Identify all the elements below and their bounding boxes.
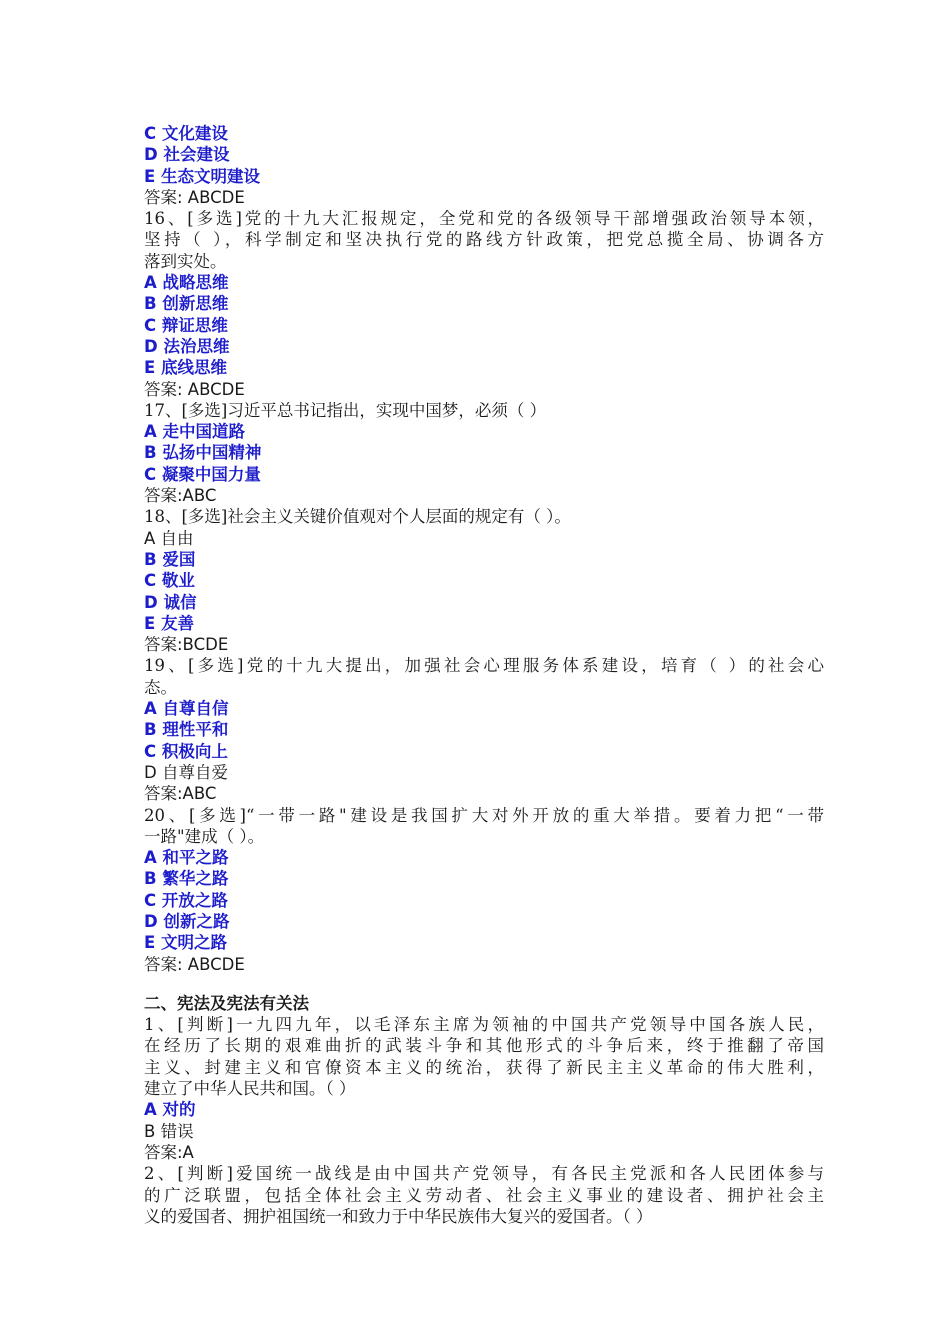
question-text-line: 16、[多选]党的十九大汇报规定，全党和党的各级领导干部增强政治领导本领， <box>144 209 824 229</box>
answer: 答案:BCDE <box>144 635 229 655</box>
spacer <box>144 975 824 993</box>
question-text-line: 1、[判断]一九四九年，以毛泽东主席为领袖的中国共产党领导中国各族人民， <box>144 1015 824 1035</box>
section-heading: 二、宪法及宪法有关法 <box>144 993 309 1013</box>
question-19 <box>144 655 824 804</box>
question-text-line: 19、[多选]党的十九大提出，加强社会心理服务体系建设，培育（ ）的社会心 <box>144 656 824 676</box>
question-20 <box>144 805 824 975</box>
question-text-line: 一路"建成（ ）。 <box>144 826 265 846</box>
question-text-line: 的广泛联盟，包括全体社会主义劳动者、社会主义事业的建设者、拥护社会主 <box>144 1185 824 1205</box>
question-17 <box>144 400 824 506</box>
question-16 <box>144 208 824 400</box>
question-18 <box>144 506 824 655</box>
option-a: A 和平之路 <box>144 848 229 868</box>
question-text-line: 态。 <box>144 677 177 697</box>
option-a: A 战略思维 <box>144 273 229 293</box>
option-b: B 错误 <box>144 1121 194 1141</box>
section2-question-2 <box>144 1163 824 1227</box>
question-text-line: 建立了中华人民共和国。（ ） <box>144 1079 356 1099</box>
option-c: C 开放之路 <box>144 890 228 910</box>
question-text-line: 18、[多选]社会主义关键价值观对个人层面的规定有（ ）。 <box>144 507 571 527</box>
option-b: B 繁华之路 <box>144 869 229 889</box>
question-text-line: 2、[判断]爱国统一战线是由中国共产党领导，有各民主党派和各人民团体参与 <box>144 1164 824 1184</box>
section2-question-1 <box>144 1014 824 1163</box>
option-e: E 生态文明建设 <box>144 166 261 186</box>
option-b: B 弘扬中国精神 <box>144 443 262 463</box>
option-a: A 对的 <box>144 1100 196 1120</box>
option-a: A 走中国道路 <box>144 422 246 442</box>
answer: 答案: ABCDE <box>144 379 245 399</box>
option-e: E 文明之路 <box>144 933 228 953</box>
option-d: D 法治思维 <box>144 336 230 356</box>
question-text-line: 17、[多选]习近平总书记指出，实现中国梦，必须（ ） <box>144 400 547 420</box>
answer: 答案:ABC <box>144 784 217 804</box>
answer: 答案:ABC <box>144 486 217 506</box>
option-c: C 文化建设 <box>144 124 228 143</box>
option-b: B 爱国 <box>144 549 196 569</box>
question-text-line: 20、[多选]“一带一路"建设是我国扩大对外开放的重大举措。要着力把“一带 <box>144 805 824 825</box>
option-b: B 理性平和 <box>144 720 229 740</box>
option-c: C 积极向上 <box>144 741 228 761</box>
option-d: D 诚信 <box>144 592 197 612</box>
option-d: D 社会建设 <box>144 145 230 165</box>
answer: 答案:A <box>144 1142 194 1162</box>
document-content <box>144 123 824 1227</box>
question-text-line: 主义、封建主义和官僚资本主义的统治，获得了新民主主义革命的伟大胜利， <box>144 1057 824 1077</box>
option-c: C 敬业 <box>144 571 195 591</box>
question-text-line: 落到实处。 <box>144 251 227 271</box>
option-e: E 友善 <box>144 613 195 633</box>
question-15-continuation <box>144 123 824 208</box>
question-text-line: 坚持（ ），科学制定和坚决执行党的路线方针政策，把党总揽全局、协调各方 <box>144 230 824 250</box>
option-b: B 创新思维 <box>144 294 229 314</box>
answer: 答案: ABCDE <box>144 187 245 207</box>
option-a: A 自尊自信 <box>144 699 229 719</box>
option-c: C 凝聚中国力量 <box>144 464 261 484</box>
option-e: E 底线思维 <box>144 358 228 378</box>
option-c: C 辩证思维 <box>144 315 228 335</box>
question-text-line: 义的爱国者、拥护祖国统一和致力于中华民族伟大复兴的爱国者。（ ） <box>144 1206 653 1226</box>
question-text-line: 在经历了长期的艰难曲折的武装斗争和其他形式的斗争后来，终于推翻了帝国 <box>144 1036 824 1056</box>
answer: 答案: ABCDE <box>144 954 245 974</box>
option-d: D 创新之路 <box>144 911 230 931</box>
option-a: A 自由 <box>144 528 194 548</box>
option-d: D 自尊自爱 <box>144 762 228 782</box>
